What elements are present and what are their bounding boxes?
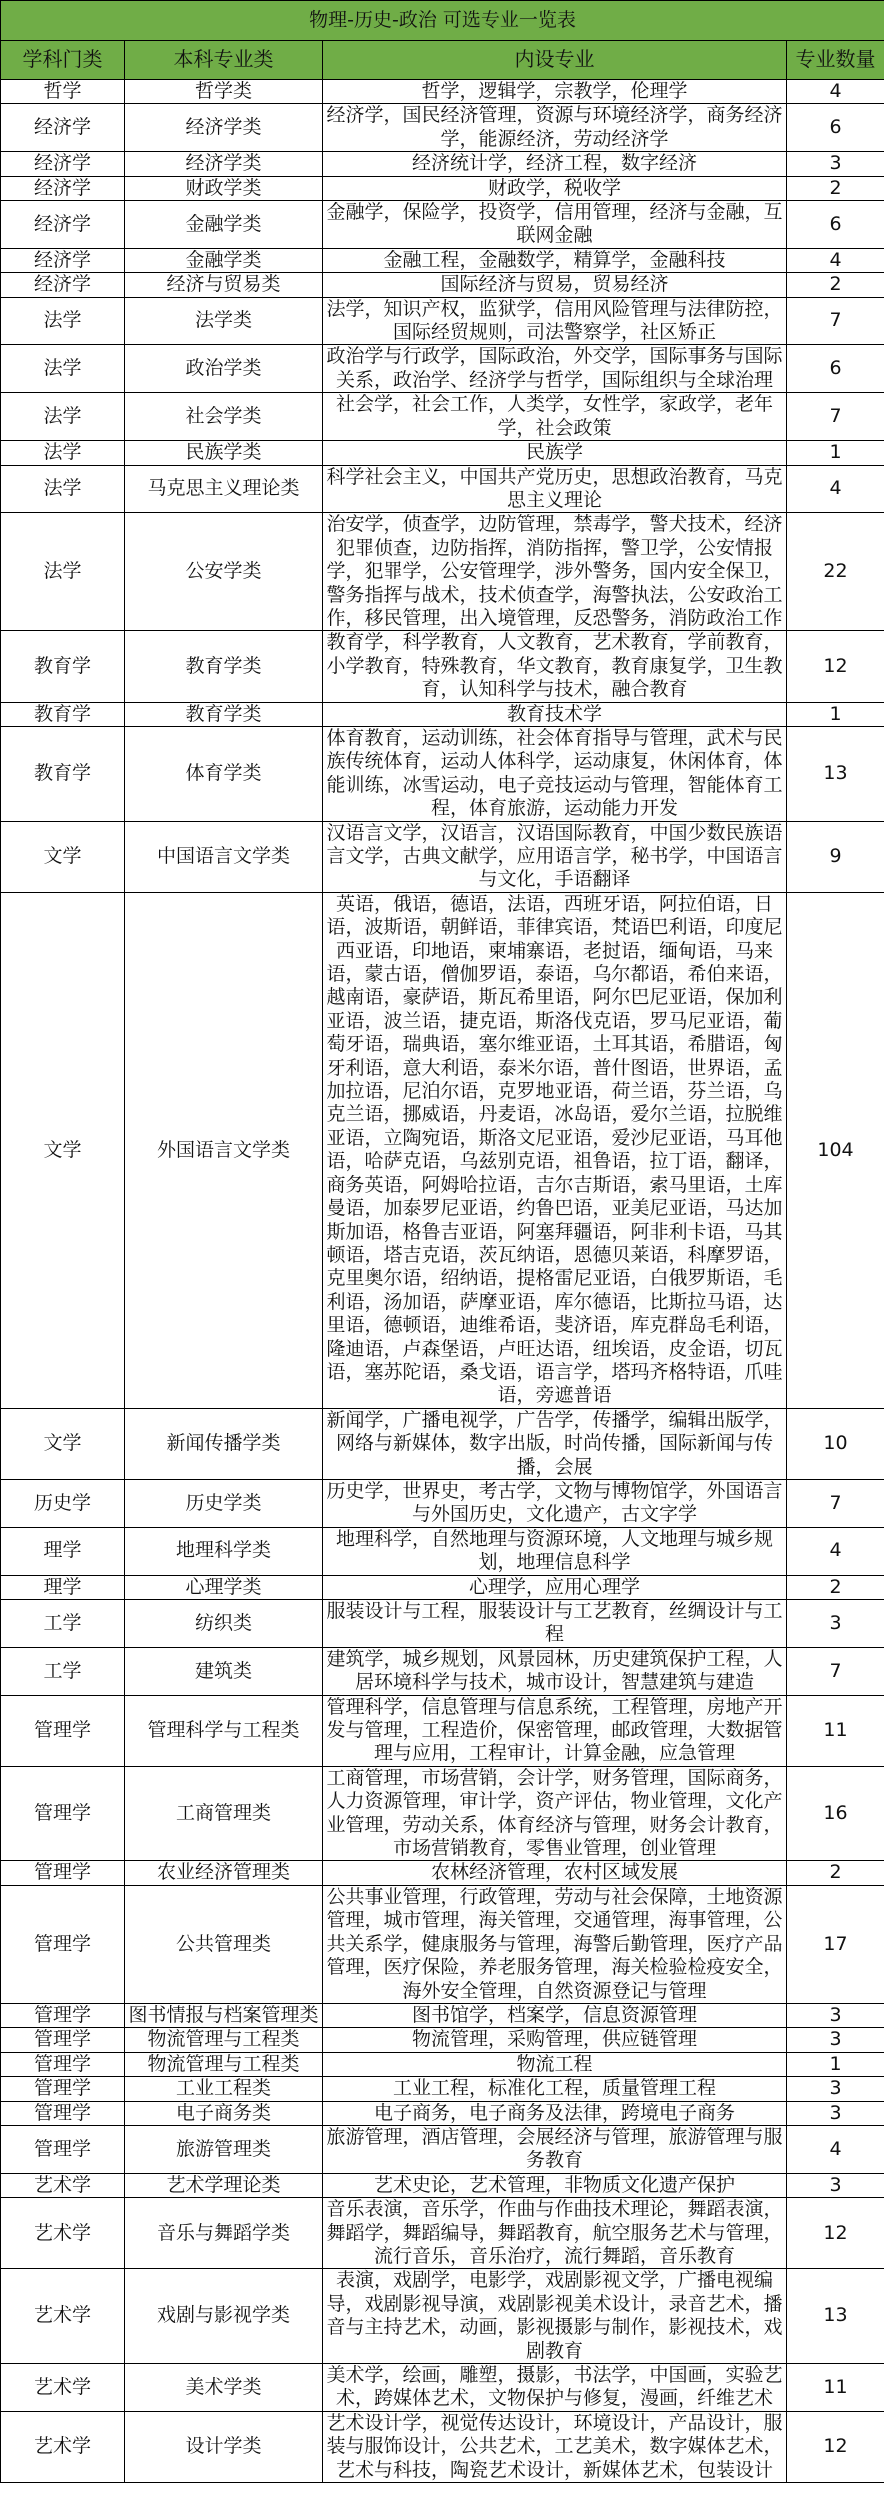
header-discipline: 学科门类 bbox=[1, 41, 125, 80]
major-class-cell: 美术学类 bbox=[125, 2364, 323, 2412]
majors-cell: 经济学，国民经济管理，资源与环境经济学，商务经济学，能源经济，劳动经济学 bbox=[323, 104, 787, 152]
discipline-cell: 管理学 bbox=[1, 2077, 125, 2101]
discipline-cell: 经济学 bbox=[1, 152, 125, 176]
table-row bbox=[1, 2003, 884, 2027]
major-class-cell: 公安学类 bbox=[125, 513, 323, 631]
discipline-cell: 经济学 bbox=[1, 104, 125, 152]
title-row bbox=[1, 1, 884, 41]
header-majors: 内设专业 bbox=[323, 41, 787, 80]
major-class-cell: 工业工程类 bbox=[125, 2077, 323, 2101]
count-cell: 3 bbox=[787, 2173, 884, 2197]
table-row bbox=[1, 2269, 884, 2364]
count-cell: 12 bbox=[787, 2411, 884, 2482]
table-row bbox=[1, 201, 884, 249]
count-cell: 11 bbox=[787, 2364, 884, 2412]
table-row bbox=[1, 152, 884, 176]
table-row bbox=[1, 80, 884, 104]
discipline-cell: 管理学 bbox=[1, 2028, 125, 2052]
majors-cell: 法学，知识产权，监狱学，信用风险管理与法律防控，国际经贸规则，司法警察学，社区矫正 bbox=[323, 297, 787, 345]
table-row bbox=[1, 821, 884, 892]
count-cell: 13 bbox=[787, 726, 884, 821]
major-class-cell: 物流管理与工程类 bbox=[125, 2052, 323, 2076]
major-class-cell: 政治学类 bbox=[125, 345, 323, 393]
count-cell: 1 bbox=[787, 2052, 884, 2076]
count-cell: 1 bbox=[787, 702, 884, 726]
majors-cell: 管理科学，信息管理与信息系统，工程管理，房地产开发与管理，工程造价，保密管理，邮政管理，大数据管理与应用，工程审计，计算金融，应急管理 bbox=[323, 1695, 787, 1766]
discipline-cell: 文学 bbox=[1, 892, 125, 1408]
table-row bbox=[1, 1885, 884, 2003]
major-class-cell: 戏剧与影视学类 bbox=[125, 2269, 323, 2364]
major-class-cell: 金融学类 bbox=[125, 201, 323, 249]
majors-cell: 旅游管理，酒店管理，会展经济与管理，旅游管理与服务教育 bbox=[323, 2125, 787, 2173]
count-cell: 3 bbox=[787, 1600, 884, 1648]
table-row bbox=[1, 1527, 884, 1575]
table-row bbox=[1, 2101, 884, 2125]
count-cell: 7 bbox=[787, 393, 884, 441]
majors-cell: 电子商务，电子商务及法律，跨境电子商务 bbox=[323, 2101, 787, 2125]
count-cell: 7 bbox=[787, 1479, 884, 1527]
discipline-cell: 法学 bbox=[1, 393, 125, 441]
discipline-cell: 艺术学 bbox=[1, 2364, 125, 2412]
table-row bbox=[1, 1600, 884, 1648]
count-cell: 3 bbox=[787, 2101, 884, 2125]
table-row bbox=[1, 248, 884, 272]
count-cell: 2 bbox=[787, 1861, 884, 1885]
major-class-cell: 教育学类 bbox=[125, 702, 323, 726]
majors-cell: 历史学，世界史，考古学，文物与博物馆学，外国语言与外国历史，文化遗产，古文字学 bbox=[323, 1479, 787, 1527]
majors-cell: 地理科学，自然地理与资源环境，人文地理与城乡规划，地理信息科学 bbox=[323, 1527, 787, 1575]
majors-cell: 服装设计与工程，服装设计与工艺教育，丝绸设计与工程 bbox=[323, 1600, 787, 1648]
discipline-cell: 法学 bbox=[1, 465, 125, 513]
major-class-cell: 图书情报与档案管理类 bbox=[125, 2003, 323, 2027]
header-major-class: 本科专业类 bbox=[125, 41, 323, 80]
discipline-cell: 管理学 bbox=[1, 2052, 125, 2076]
major-class-cell: 物流管理与工程类 bbox=[125, 2028, 323, 2052]
majors-cell: 图书馆学，档案学，信息资源管理 bbox=[323, 2003, 787, 2027]
major-class-cell: 社会学类 bbox=[125, 393, 323, 441]
majors-cell: 英语，俄语，德语，法语，西班牙语，阿拉伯语，日语，波斯语，朝鲜语，菲律宾语，梵语巴利语，印度尼西亚语，印地语，柬埔寨语，老挝语，缅甸语，马来语，蒙古语，僧伽罗语，泰语，乌尔都语，希伯来语，越南语，豪萨语，斯瓦希里语，阿尔巴尼亚语，保加利亚语，波兰语，捷克语，斯洛伐克语，罗马尼亚语，葡萄牙语，瑞典语，塞尔维亚语，土耳其语，希腊语，匈牙利语，意大利语，泰米尔语，普什图语，世界语，孟加拉语，尼泊尔语，克罗地亚语，荷兰语，芬兰语，乌克兰语，挪威语，丹麦语，冰岛语，爱尔兰语，拉脱维亚语，立陶宛语，斯洛文尼亚语，爱沙尼亚语，马耳他语，哈萨克语，乌兹别克语，祖鲁语，拉丁语，翻译，商务英语，阿姆哈拉语，吉尔吉斯语，索马里语，土库曼语，加泰罗尼亚语，约鲁巴语，亚美尼亚语，马达加斯加语，格鲁吉亚语，阿塞拜疆语，阿非利卡语，马其顿语，塔吉克语，茨瓦纳语，恩德贝莱语，科摩罗语，克里奥尔语，绍纳语，提格雷尼亚语，白俄罗斯语，毛利语，汤加语，萨摩亚语，库尔德语，比斯拉马语，达里语，德顿语，迪维希语，斐济语，库克群岛毛利语，隆迪语，卢森堡语，卢旺达语，纽埃语，皮金语，切瓦语，塞苏陀语，桑戈语，语言学，塔玛齐格特语，爪哇语，旁遮普语 bbox=[323, 892, 787, 1408]
discipline-cell: 教育学 bbox=[1, 631, 125, 702]
majors-cell: 汉语言文学，汉语言，汉语国际教育，中国少数民族语言文学，古典文献学，应用语言学，秘书学，中国语言与文化，手语翻译 bbox=[323, 821, 787, 892]
majors-cell: 科学社会主义，中国共产党历史，思想政治教育，马克思主义理论 bbox=[323, 465, 787, 513]
count-cell: 7 bbox=[787, 297, 884, 345]
major-class-cell: 建筑类 bbox=[125, 1647, 323, 1695]
discipline-cell: 工学 bbox=[1, 1647, 125, 1695]
majors-cell: 物流工程 bbox=[323, 2052, 787, 2076]
count-cell: 9 bbox=[787, 821, 884, 892]
major-class-cell: 历史学类 bbox=[125, 1479, 323, 1527]
table-row bbox=[1, 345, 884, 393]
count-cell: 1 bbox=[787, 441, 884, 465]
table-row bbox=[1, 1647, 884, 1695]
major-class-cell: 地理科学类 bbox=[125, 1527, 323, 1575]
major-class-cell: 民族学类 bbox=[125, 441, 323, 465]
count-cell: 22 bbox=[787, 513, 884, 631]
major-class-cell: 心理学类 bbox=[125, 1575, 323, 1599]
count-cell: 7 bbox=[787, 1647, 884, 1695]
majors-cell: 经济统计学，经济工程，数字经济 bbox=[323, 152, 787, 176]
header-count: 专业数量 bbox=[787, 41, 884, 80]
major-class-cell: 旅游管理类 bbox=[125, 2125, 323, 2173]
table-row bbox=[1, 176, 884, 200]
majors-cell: 政治学与行政学，国际政治，外交学，国际事务与国际关系，政治学、经济学与哲学，国际组织与全球治理 bbox=[323, 345, 787, 393]
major-class-cell: 外国语言文学类 bbox=[125, 892, 323, 1408]
majors-cell: 国际经济与贸易，贸易经济 bbox=[323, 273, 787, 297]
count-cell: 4 bbox=[787, 80, 884, 104]
majors-cell: 哲学，逻辑学，宗教学，伦理学 bbox=[323, 80, 787, 104]
count-cell: 6 bbox=[787, 345, 884, 393]
table-row bbox=[1, 1479, 884, 1527]
discipline-cell: 管理学 bbox=[1, 2125, 125, 2173]
discipline-cell: 艺术学 bbox=[1, 2173, 125, 2197]
discipline-cell: 艺术学 bbox=[1, 2269, 125, 2364]
table-row bbox=[1, 2077, 884, 2101]
majors-cell: 金融工程，金融数学，精算学，金融科技 bbox=[323, 248, 787, 272]
table-row bbox=[1, 2052, 884, 2076]
table-row bbox=[1, 2364, 884, 2412]
table-row bbox=[1, 1408, 884, 1479]
discipline-cell: 文学 bbox=[1, 1408, 125, 1479]
count-cell: 12 bbox=[787, 631, 884, 702]
major-class-cell: 音乐与舞蹈学类 bbox=[125, 2198, 323, 2269]
majors-cell: 艺术设计学，视觉传达设计，环境设计，产品设计，服装与服饰设计，公共艺术，工艺美术，数字媒体艺术，艺术与科技，陶瓷艺术设计，新媒体艺术，包装设计 bbox=[323, 2411, 787, 2482]
table-row bbox=[1, 441, 884, 465]
count-cell: 10 bbox=[787, 1408, 884, 1479]
discipline-cell: 历史学 bbox=[1, 1479, 125, 1527]
majors-cell: 表演，戏剧学，电影学，戏剧影视文学，广播电视编导，戏剧影视导演，戏剧影视美术设计，录音艺术，播音与主持艺术，动画，影视摄影与制作，影视技术，戏剧教育 bbox=[323, 2269, 787, 2364]
majors-cell: 公共事业管理，行政管理，劳动与社会保障，土地资源管理，城市管理，海关管理，交通管理，海事管理，公共关系学，健康服务与管理，海警后勤管理，医疗产品管理，医疗保险，养老服务管理，海关检验检疫安全，海外安全管理，自然资源登记与管理 bbox=[323, 1885, 787, 2003]
majors-cell: 建筑学，城乡规划，风景园林，历史建筑保护工程，人居环境科学与技术，城市设计，智慧建筑与建造 bbox=[323, 1647, 787, 1695]
count-cell: 2 bbox=[787, 273, 884, 297]
major-class-cell: 法学类 bbox=[125, 297, 323, 345]
table-title: 物理-历史-政治 可选专业一览表 bbox=[1, 1, 884, 41]
major-class-cell: 公共管理类 bbox=[125, 1885, 323, 2003]
major-class-cell: 管理科学与工程类 bbox=[125, 1695, 323, 1766]
table-row bbox=[1, 702, 884, 726]
discipline-cell: 哲学 bbox=[1, 80, 125, 104]
header-row bbox=[1, 41, 884, 80]
major-class-cell: 新闻传播学类 bbox=[125, 1408, 323, 1479]
majors-cell: 农林经济管理，农村区域发展 bbox=[323, 1861, 787, 1885]
discipline-cell: 法学 bbox=[1, 297, 125, 345]
count-cell: 4 bbox=[787, 465, 884, 513]
major-class-cell: 中国语言文学类 bbox=[125, 821, 323, 892]
discipline-cell: 经济学 bbox=[1, 176, 125, 200]
table-row bbox=[1, 2198, 884, 2269]
count-cell: 3 bbox=[787, 2077, 884, 2101]
table-row bbox=[1, 465, 884, 513]
majors-cell: 工业工程，标准化工程，质量管理工程 bbox=[323, 2077, 787, 2101]
major-class-cell: 经济与贸易类 bbox=[125, 273, 323, 297]
majors-cell: 金融学，保险学，投资学，信用管理，经济与金融，互联网金融 bbox=[323, 201, 787, 249]
major-class-cell: 经济学类 bbox=[125, 104, 323, 152]
majors-cell: 音乐表演，音乐学，作曲与作曲技术理论，舞蹈表演，舞蹈学，舞蹈编导，舞蹈教育，航空服务艺术与管理，流行音乐，音乐治疗，流行舞蹈，音乐教育 bbox=[323, 2198, 787, 2269]
count-cell: 4 bbox=[787, 1527, 884, 1575]
table-row bbox=[1, 2125, 884, 2173]
discipline-cell: 管理学 bbox=[1, 1695, 125, 1766]
table-row bbox=[1, 104, 884, 152]
majors-cell: 教育技术学 bbox=[323, 702, 787, 726]
majors-cell: 社会学，社会工作，人类学，女性学，家政学，老年学，社会政策 bbox=[323, 393, 787, 441]
discipline-cell: 理学 bbox=[1, 1575, 125, 1599]
count-cell: 3 bbox=[787, 152, 884, 176]
table-row bbox=[1, 1575, 884, 1599]
table-row bbox=[1, 1766, 884, 1861]
table-row bbox=[1, 726, 884, 821]
discipline-cell: 文学 bbox=[1, 821, 125, 892]
discipline-cell: 管理学 bbox=[1, 1766, 125, 1861]
count-cell: 6 bbox=[787, 104, 884, 152]
count-cell: 13 bbox=[787, 2269, 884, 2364]
major-class-cell: 工商管理类 bbox=[125, 1766, 323, 1861]
table-row bbox=[1, 892, 884, 1408]
majors-cell: 财政学，税收学 bbox=[323, 176, 787, 200]
count-cell: 12 bbox=[787, 2198, 884, 2269]
discipline-cell: 艺术学 bbox=[1, 2411, 125, 2482]
count-cell: 4 bbox=[787, 2125, 884, 2173]
count-cell: 6 bbox=[787, 201, 884, 249]
discipline-cell: 艺术学 bbox=[1, 2198, 125, 2269]
table-row bbox=[1, 1695, 884, 1766]
major-class-cell: 哲学类 bbox=[125, 80, 323, 104]
count-cell: 16 bbox=[787, 1766, 884, 1861]
major-class-cell: 农业经济管理类 bbox=[125, 1861, 323, 1885]
discipline-cell: 法学 bbox=[1, 345, 125, 393]
majors-cell: 心理学，应用心理学 bbox=[323, 1575, 787, 1599]
table-row bbox=[1, 1861, 884, 1885]
discipline-cell: 管理学 bbox=[1, 1885, 125, 2003]
major-class-cell: 体育学类 bbox=[125, 726, 323, 821]
table-row bbox=[1, 513, 884, 631]
majors-cell: 治安学，侦查学，边防管理，禁毒学，警犬技术，经济犯罪侦查，边防指挥，消防指挥，警卫学，公安情报学，犯罪学，公安管理学，涉外警务，国内安全保卫，警务指挥与战术，技术侦查学，海警执法，公安政治工作，移民管理，出入境管理，反恐警务，消防政治工作 bbox=[323, 513, 787, 631]
discipline-cell: 管理学 bbox=[1, 2003, 125, 2027]
table-row bbox=[1, 631, 884, 702]
discipline-cell: 法学 bbox=[1, 441, 125, 465]
major-class-cell: 财政学类 bbox=[125, 176, 323, 200]
major-class-cell: 纺织类 bbox=[125, 1600, 323, 1648]
majors-cell: 工商管理，市场营销，会计学，财务管理，国际商务，人力资源管理，审计学，资产评估，物业管理，文化产业管理，劳动关系，体育经济与管理，财务会计教育，市场营销教育，零售业管理，创业管理 bbox=[323, 1766, 787, 1861]
major-class-cell: 教育学类 bbox=[125, 631, 323, 702]
table-row bbox=[1, 2173, 884, 2197]
discipline-cell: 教育学 bbox=[1, 726, 125, 821]
discipline-cell: 法学 bbox=[1, 513, 125, 631]
discipline-cell: 经济学 bbox=[1, 201, 125, 249]
majors-cell: 美术学，绘画，雕塑，摄影，书法学，中国画，实验艺术，跨媒体艺术，文物保护与修复，漫画，纤维艺术 bbox=[323, 2364, 787, 2412]
table-row bbox=[1, 273, 884, 297]
count-cell: 3 bbox=[787, 2028, 884, 2052]
discipline-cell: 管理学 bbox=[1, 2101, 125, 2125]
majors-cell: 民族学 bbox=[323, 441, 787, 465]
discipline-cell: 教育学 bbox=[1, 702, 125, 726]
table-row bbox=[1, 2411, 884, 2482]
count-cell: 3 bbox=[787, 2003, 884, 2027]
majors-cell: 教育学，科学教育，人文教育，艺术教育，学前教育，小学教育，特殊教育，华文教育，教育康复学，卫生教育，认知科学与技术，融合教育 bbox=[323, 631, 787, 702]
discipline-cell: 经济学 bbox=[1, 273, 125, 297]
count-cell: 2 bbox=[787, 176, 884, 200]
majors-cell: 新闻学，广播电视学，广告学，传播学，编辑出版学，网络与新媒体，数字出版，时尚传播，国际新闻与传播，会展 bbox=[323, 1408, 787, 1479]
table-row bbox=[1, 2028, 884, 2052]
discipline-cell: 经济学 bbox=[1, 248, 125, 272]
major-class-cell: 经济学类 bbox=[125, 152, 323, 176]
count-cell: 2 bbox=[787, 1575, 884, 1599]
count-cell: 11 bbox=[787, 1695, 884, 1766]
majors-cell: 物流管理，采购管理，供应链管理 bbox=[323, 2028, 787, 2052]
discipline-cell: 理学 bbox=[1, 1527, 125, 1575]
count-cell: 17 bbox=[787, 1885, 884, 2003]
majors-cell: 体育教育，运动训练，社会体育指导与管理，武术与民族传统体育，运动人体科学，运动康复，休闲体育，体能训练，冰雪运动，电子竞技运动与管理，智能体育工程，体育旅游，运动能力开发 bbox=[323, 726, 787, 821]
major-class-cell: 金融学类 bbox=[125, 248, 323, 272]
major-class-cell: 电子商务类 bbox=[125, 2101, 323, 2125]
table-row bbox=[1, 297, 884, 345]
discipline-cell: 工学 bbox=[1, 1600, 125, 1648]
majors-cell: 艺术史论，艺术管理，非物质文化遗产保护 bbox=[323, 2173, 787, 2197]
major-class-cell: 设计学类 bbox=[125, 2411, 323, 2482]
count-cell: 104 bbox=[787, 892, 884, 1408]
major-class-cell: 马克思主义理论类 bbox=[125, 465, 323, 513]
count-cell: 4 bbox=[787, 248, 884, 272]
discipline-cell: 管理学 bbox=[1, 1861, 125, 1885]
major-class-cell: 艺术学理论类 bbox=[125, 2173, 323, 2197]
table-row bbox=[1, 393, 884, 441]
